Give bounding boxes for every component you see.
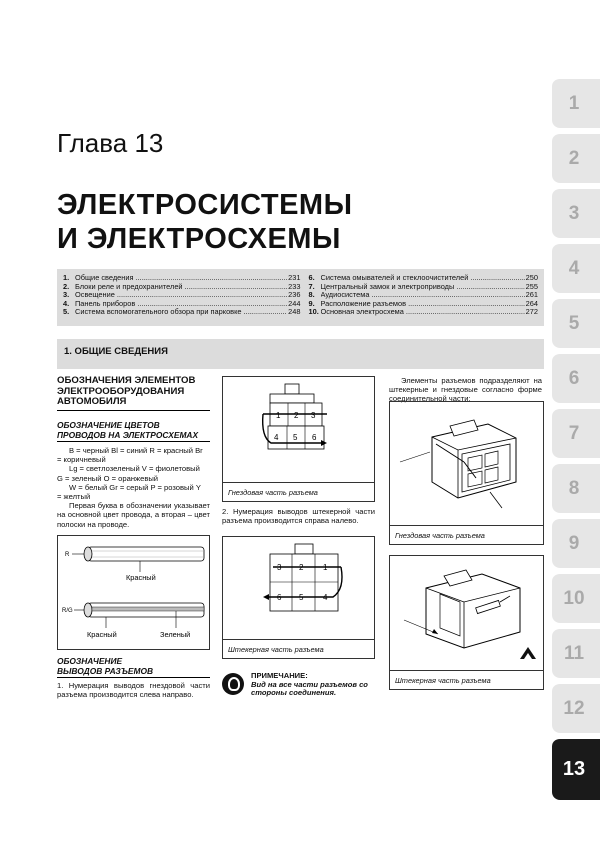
wire-color-green: Зеленый — [160, 630, 191, 639]
toc-page: 255 — [525, 281, 538, 291]
toc-num: 10. — [308, 307, 319, 317]
toc-page: 236 — [288, 290, 301, 300]
figure-caption: Гнездовая часть разъема — [390, 525, 543, 544]
figure-female-connector-numbering — [222, 376, 375, 502]
subheading-line: ОБОЗНАЧЕНИЕ ЦВЕТОВ — [57, 420, 160, 430]
toc-text: Аудиосистема ..... — [321, 291, 525, 300]
item-1-text: 1. Нумерация выводов гнездовой части разъема производится слева направо. — [57, 681, 210, 700]
pin-label: 6 — [277, 593, 282, 602]
color-line: G = зеленый O = оранжевый — [57, 473, 159, 483]
chapter-label: Глава 13 — [57, 128, 164, 158]
toc-entry[interactable] — [63, 308, 301, 317]
toc-entry[interactable] — [309, 300, 539, 309]
page-title — [57, 188, 353, 256]
color-line: W = белый Gr = серый P = розовый Y — [69, 482, 201, 492]
toc-num: 7. — [308, 281, 315, 291]
toc-page: 231 — [288, 273, 301, 282]
wire-color-red: Красный — [126, 573, 156, 582]
chapter-tab-2[interactable]: 2 — [552, 133, 600, 183]
toc-num: 2. — [63, 281, 70, 291]
toc-page: 261 — [525, 290, 538, 300]
toc-page: 248 — [288, 307, 301, 317]
toc-entry[interactable] — [63, 291, 301, 300]
chapter-tab-9[interactable]: 9 — [552, 518, 600, 568]
pin-label: 3 — [311, 411, 316, 420]
chapter-tab-8[interactable]: 8 — [552, 463, 600, 513]
subheading-line: ПРОВОДОВ НА ЭЛЕКТРОСХЕМАХ — [57, 429, 199, 440]
wire-label-rg: R/G — [62, 608, 73, 614]
male-connector-diagram — [223, 537, 374, 638]
toc-page: 244 — [288, 298, 301, 308]
toc-entry[interactable] — [309, 274, 539, 283]
chapter-tab-5[interactable]: 5 — [552, 298, 600, 348]
pin-label: 3 — [277, 563, 282, 572]
note-icon — [222, 673, 244, 695]
toc-num: 3. — [63, 290, 70, 300]
toc-entry[interactable] — [63, 274, 301, 283]
note-text — [251, 672, 382, 698]
chapter-tab-13-active[interactable]: 13 — [552, 738, 600, 800]
pin-label: 1 — [323, 563, 328, 572]
subheading-connector-pins — [57, 657, 210, 678]
toc-page: 250 — [525, 273, 538, 282]
toc-page: 272 — [525, 307, 538, 317]
toc-num: 8. — [308, 290, 315, 300]
figure-caption: Штекерная часть разъема — [390, 670, 543, 689]
female-connector-drawing — [390, 402, 543, 524]
toc-entry[interactable] — [63, 283, 301, 292]
color-line: Lg = светлозеленый V = фиолетовый — [69, 464, 200, 474]
toc-text: Система вспомогательного обзора при парковке ..... — [75, 308, 287, 317]
toc-num: 9. — [308, 298, 315, 308]
heading-line: АВТОМОБИЛЯ — [57, 396, 127, 407]
wire-color-red-2: Красный — [87, 630, 117, 639]
section-title: 1. ОБЩИЕ СВЕДЕНИЯ — [64, 346, 168, 357]
heading-element-designations — [57, 376, 210, 411]
subheading-line: ОБОЗНАЧЕНИЕ — [57, 656, 123, 666]
pin-label: 4 — [274, 433, 279, 442]
female-connector-diagram — [223, 377, 374, 481]
wire-color-legend — [57, 446, 210, 529]
subheading-wire-colors — [57, 421, 210, 442]
toc-text: Основная электросхема ..... — [321, 308, 525, 317]
toc-column-right — [301, 274, 539, 321]
publisher-logo-icon — [519, 646, 537, 660]
chapter-tab-10[interactable]: 10 — [552, 573, 600, 623]
section-header-bar — [57, 339, 544, 369]
toc-text: Общие сведения ..... — [75, 274, 287, 283]
toc-column-left — [63, 274, 301, 321]
chapter-tab-7[interactable]: 7 — [552, 408, 600, 458]
chapter-tab-1[interactable]: 1 — [552, 78, 600, 128]
pin-label: 4 — [323, 593, 328, 602]
pin-label: 2 — [294, 411, 299, 420]
item-2-text: 2. Нумерация выводов штекерной части разъема производится справа налево. — [222, 507, 375, 526]
wire-color-figure — [57, 535, 210, 650]
intro-text: Элементы разъемов подразделяют на штекерные и гнездовые согласно форме соединительной части: — [389, 376, 542, 404]
toc-num: 5. — [63, 307, 70, 317]
chapter-tab-6[interactable]: 6 — [552, 353, 600, 403]
figure-male-connector — [389, 555, 544, 690]
figure-male-connector-numbering — [222, 536, 375, 659]
figure-caption: Гнездовая часть разъема — [223, 482, 374, 501]
toc-entry[interactable] — [309, 291, 539, 300]
note-block — [222, 672, 382, 702]
chapter-tab-3[interactable]: 3 — [552, 188, 600, 238]
toc-entry[interactable] — [63, 300, 301, 309]
chapter-tab-4[interactable]: 4 — [552, 243, 600, 293]
toc-page: 233 — [288, 281, 301, 291]
pin-label: 5 — [293, 433, 298, 442]
toc-entry[interactable] — [309, 283, 539, 292]
toc-entry[interactable] — [309, 308, 539, 317]
toc-text: Панель приборов ..... — [75, 300, 287, 309]
note-title: ПРИМЕЧАНИЕ: — [251, 671, 308, 680]
toc-num: 1. — [63, 273, 70, 282]
toc-text: Расположение разъемов ..... — [321, 300, 525, 309]
subheading-line: ВЫВОДОВ РАЗЪЕМОВ — [57, 665, 154, 676]
connector-types-intro — [389, 376, 542, 404]
chapter-tab-11[interactable]: 11 — [552, 628, 600, 678]
stripe-explanation: Первая буква в обозначении указывает на основной цвет провода, а вторая – цвет полоски на проводе. — [57, 501, 210, 529]
toc-page: 264 — [525, 298, 538, 308]
title-line: И ЭЛЕКТРОСХЕМЫ — [57, 223, 341, 255]
toc-text: Центральный замок и электроприводы ..... — [321, 283, 525, 292]
figure-caption: Штекерная часть разъема — [223, 639, 374, 658]
toc-text: Освещение ..... — [75, 291, 287, 300]
figure-female-connector — [389, 401, 544, 545]
color-line: = коричневый — [57, 455, 106, 465]
wire-label-r: R — [65, 552, 70, 558]
wire-illustration — [58, 536, 209, 649]
toc-text: Система омывателей и стеклоочистителей ..... — [321, 274, 525, 283]
heading-line: ОБОЗНАЧЕНИЯ ЭЛЕМЕНТОВ — [57, 375, 196, 386]
pin-label: 6 — [312, 433, 317, 442]
color-line: = желтый — [57, 492, 91, 502]
pin-label: 5 — [299, 593, 304, 602]
toc-num: 4. — [63, 298, 70, 308]
table-of-contents — [57, 269, 544, 326]
color-line: B = черный Bl = синий R = красный Br — [69, 446, 203, 455]
toc-num: 6. — [308, 273, 315, 282]
pin-label: 2 — [299, 563, 304, 572]
chapter-tab-12[interactable]: 12 — [552, 683, 600, 733]
heading-line: ЭЛЕКТРООБОРУДОВАНИЯ — [57, 385, 185, 397]
note-body: Вид на все части разъемов со стороны соединения. — [251, 679, 368, 698]
toc-text: Блоки реле и предохранителей ..... — [75, 283, 287, 292]
title-line: ЭЛЕКТРОСИСТЕМЫ — [57, 189, 353, 221]
pin-label: 1 — [276, 411, 281, 420]
